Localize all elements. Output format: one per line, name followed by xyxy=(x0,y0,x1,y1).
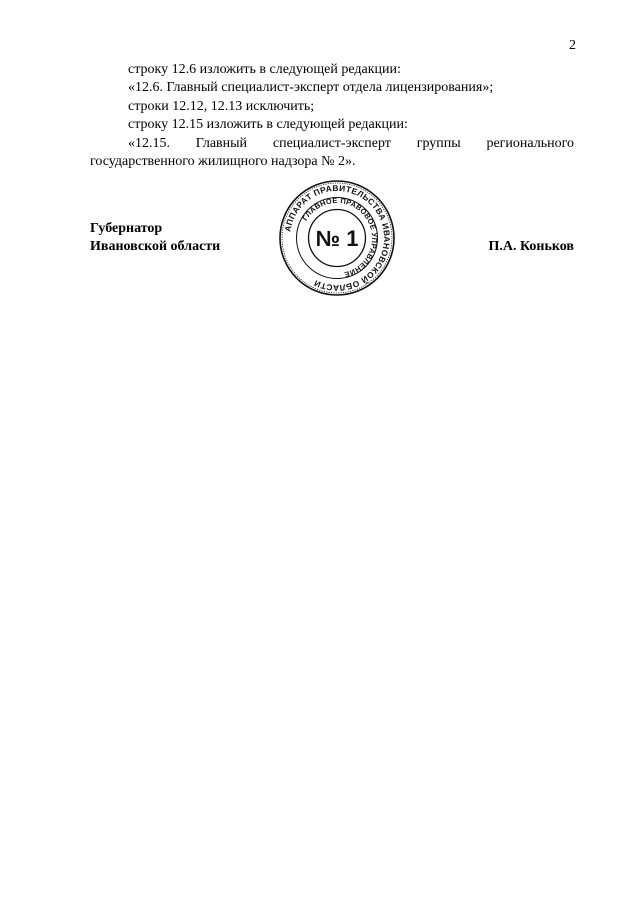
signatory-position-line-1: Губернатор xyxy=(90,221,163,236)
document-body xyxy=(90,61,574,171)
signatory-position-line-2: Ивановской области xyxy=(90,239,221,254)
paragraph-delete-12-12-12-13: строки 12.12, 12.13 исключить; xyxy=(128,98,315,114)
paragraph-new-12-6: «12.6. Главный специалист-эксперт отдела лицензирования»; xyxy=(128,80,494,96)
signatory-position xyxy=(90,220,220,256)
official-seal xyxy=(278,179,396,297)
seal-inner-ring-textpath: ГЛАВНОЕ ПРАВОВОЕ УПРАВЛЕНИЕ xyxy=(300,195,380,280)
seal-center-text: № 1 xyxy=(315,226,359,251)
paragraph-amend-12-15: строку 12.15 изложить в следующей редакции: xyxy=(128,117,408,133)
seal-outer-ring-textpath: АППАРАТ ПРАВИТЕЛЬСТВА ИВАНОВСКОЙ ОБЛАСТИ xyxy=(282,182,393,294)
page-number: 2 xyxy=(569,38,576,53)
paragraph-new-12-15: «12.15. Главный специалист-эксперт группы регионального государственного жилищного надзора № 2». xyxy=(90,135,574,170)
signatory-name: П.А. Коньков xyxy=(488,239,574,254)
paragraph-amend-12-6: строку 12.6 изложить в следующей редакции: xyxy=(128,62,401,77)
